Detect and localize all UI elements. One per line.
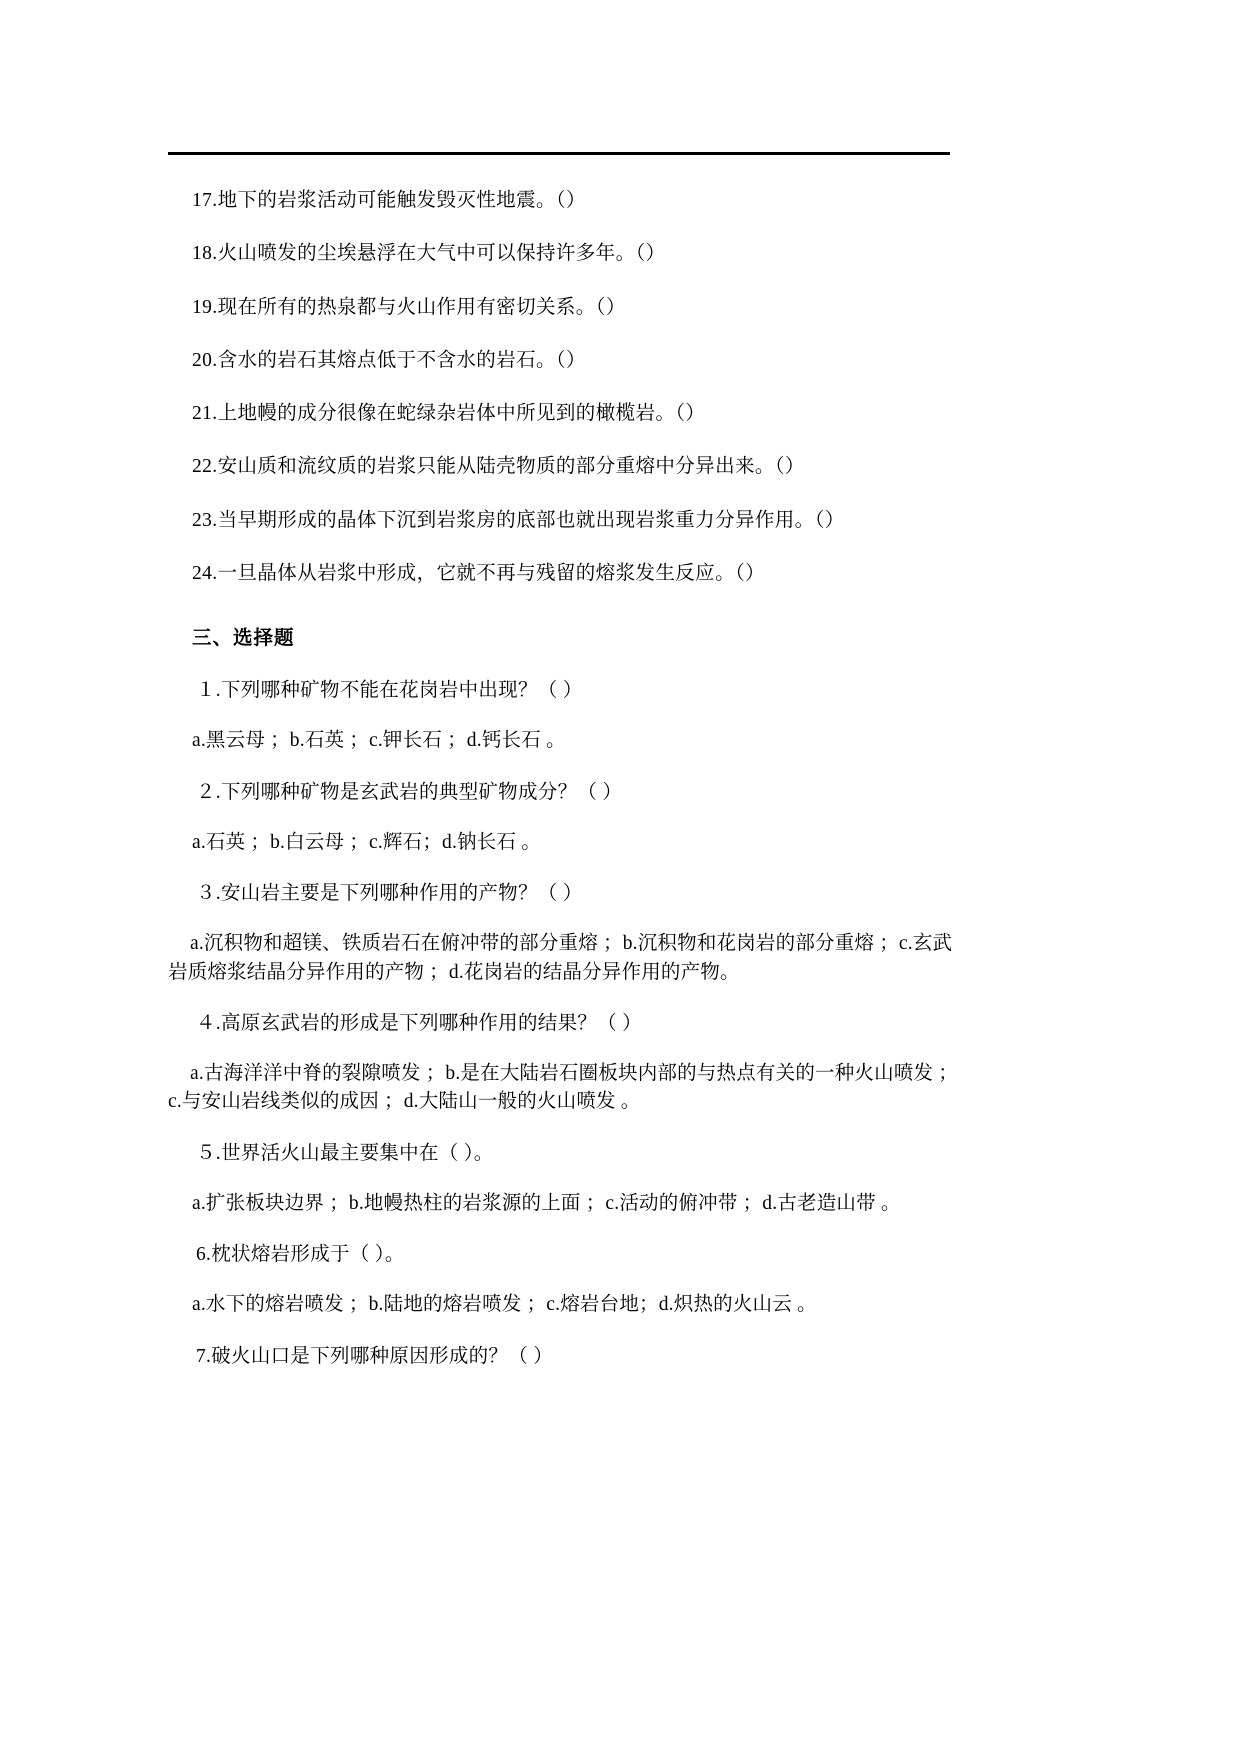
true-false-item: 24.一旦晶体从岩浆中形成，它就不再与残留的熔浆发生反应。（） [192,562,766,584]
question-options: a.黑云母 ；b.石英 ；c.钾长石 ；d.钙长石 。 [192,730,566,752]
question-stem: １.下列哪种矿物不能在花岗岩中出现？（ ） [196,680,583,701]
true-false-item: 19.现在所有的热泉都与火山作用有密切关系。（） [192,296,626,318]
document-content [168,186,968,1393]
question-stem: ２.下列哪种矿物是玄武岩的典型矿物成分？（ ） [196,781,623,803]
question-options: a.古海洋洋中脊的裂隙喷发 ；b.是在大陆岩石圈板块内部的与热点有关的一种火山喷发 ；c.与安山岩线类似的成因 ；d.大陆山一般的火山喷发 。 [168,1063,959,1113]
true-false-item: 22.安山质和流纹质的岩浆只能从陆壳物质的部分重熔中分异出来。（） [192,456,805,478]
question-stem: ４.高原玄武岩的形成是下列哪种作用的结果？（ ） [196,1012,642,1034]
question-options: a.沉积物和超镁、铁质岩石在俯冲带的部分重熔 ；b.沉积物和花岗岩的部分重熔 ；c.玄武岩质熔浆结晶分异作用的产物 ；d.花岗岩的结晶分异作用的产物。 [168,933,953,983]
question-stem: 6.枕状熔岩形成于（ ）。 [196,1244,405,1266]
question-options: a.水下的熔岩喷发 ；b.陆地的熔岩喷发 ；c.熔岩台地；d.炽热的火山云 。 [192,1294,817,1316]
question-stem: ５.世界活火山最主要集中在（ ）。 [196,1142,494,1164]
true-false-item: 17.地下的岩浆活动可能触发毁灭性地震。（） [192,190,586,211]
header-rule [168,152,950,155]
true-false-item: 23.当早期形成的晶体下沉到岩浆房的底部也就出现岩浆重力分异作用。（） [192,509,845,531]
question-options: a.扩张板块边界 ；b.地幔热柱的岩浆源的上面 ；c.活动的俯冲带 ；d.古老造山带 。 [192,1192,901,1214]
question-stem: ３.安山岩主要是下列哪种作用的产物？（ ） [196,883,583,905]
question-stem: 7.破火山口是下列哪种原因形成的？（ ） [196,1345,553,1367]
question-options: a.石英 ；b.白云母 ；c.辉石；d.钠长石 。 [192,831,541,853]
true-false-item: 21.上地幔的成分很像在蛇绿杂岩体中所见到的橄榄岩。（） [192,403,706,424]
true-false-item: 20.含水的岩石其熔点低于不含水的岩石。（） [192,349,586,371]
true-false-item: 18.火山喷发的尘埃悬浮在大气中可以保持许多年。（） [192,243,666,265]
section-heading: 三、选择题 [192,628,295,649]
